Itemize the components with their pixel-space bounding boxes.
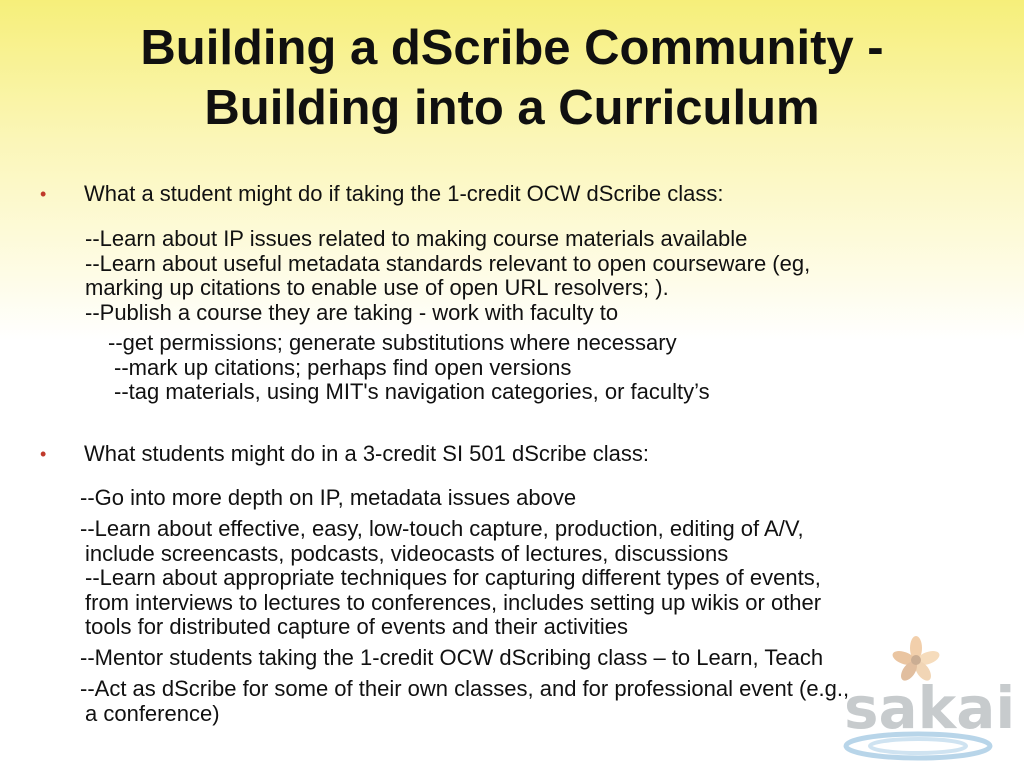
bullet-2-av-details (80, 517, 821, 640)
b1-sub-line: --get permissions; generate substitutions where necessary (108, 330, 677, 355)
b2-line: --Mentor students taking the 1-credit OCW dScribing class – to Learn, Teach (80, 645, 824, 670)
b1-line: --Learn about IP issues related to making course materials available (85, 226, 748, 251)
b2-line: --Go into more depth on IP, metadata issues above (80, 485, 577, 510)
b2-line: --Act as dScribe for some of their own classes, and for professional event (e.g., (80, 676, 850, 701)
title-line-1: Building a dScribe Community - (140, 21, 884, 75)
slide-title (0, 18, 1024, 138)
bullet-2-text: What students might do in a 3-credit SI 501 dScribe class: (84, 441, 649, 466)
title-line-2: Building into a Curriculum (204, 81, 820, 135)
b1-line: --Publish a course they are taking - work with faculty to (85, 299, 619, 325)
b1-sub-line: --tag materials, using MIT's navigation categories, or faculty’s (114, 379, 710, 404)
svg-text:sakai: sakai (844, 674, 1016, 742)
b2-line: --Learn about effective, easy, low-touch capture, production, editing of A/V, (80, 516, 804, 541)
b2-line: --Learn about appropriate techniques for capturing different types of events, (85, 565, 821, 590)
bullet-marker: • (40, 444, 47, 464)
sakai-logo-icon (838, 628, 1024, 768)
bullet-1-details (85, 227, 810, 325)
b2-line: a conference) (85, 700, 220, 726)
b2-line: from interviews to lectures to conferences, includes setting up wikis or other (85, 589, 822, 615)
b2-line: include screencasts, podcasts, videocasts of lectures, discussions (85, 540, 729, 566)
bullet-2-dscribe-details (80, 677, 849, 726)
b1-line: marking up citations to enable use of open URL resolvers; ). (85, 275, 669, 300)
b2-line: tools for distributed capture of events and their activities (85, 614, 628, 639)
bullet-marker: • (40, 184, 47, 204)
b1-line: --Learn about useful metadata standards relevant to open courseware (eg, (85, 250, 811, 276)
b1-sub-line: --mark up citations; perhaps find open versions (114, 354, 572, 380)
bullet-1-sub-details (108, 331, 710, 405)
bullet-1-text: What a student might do if taking the 1-credit OCW dScribe class: (84, 181, 724, 206)
